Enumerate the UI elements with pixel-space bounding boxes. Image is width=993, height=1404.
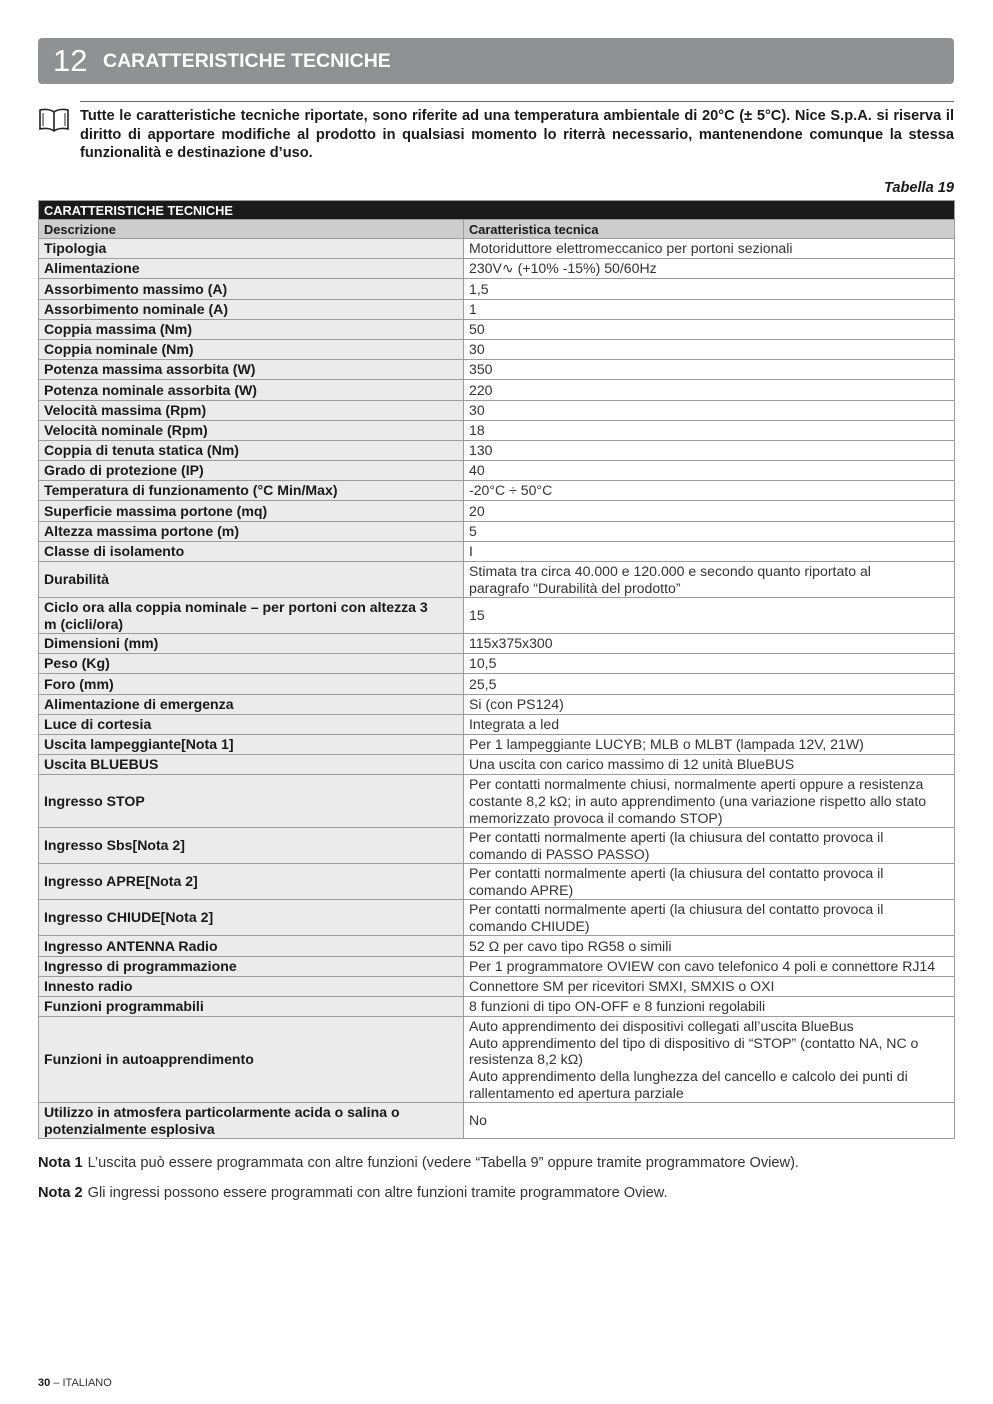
spec-label-line: Durabilità <box>44 571 109 588</box>
table-row <box>39 775 955 828</box>
spec-value-line: 10,5 <box>469 655 497 672</box>
spec-label-line: Uscita lampeggiante[Nota 1] <box>44 736 234 753</box>
spec-label <box>39 976 464 996</box>
footnote-tag: Nota 2 <box>38 1185 83 1201</box>
spec-label <box>39 775 464 828</box>
spec-label <box>39 420 464 440</box>
spec-value-line: Per contatti normalmente aperti (la chiusura del contatto provoca il <box>469 901 884 918</box>
table-row <box>39 420 955 440</box>
table-row <box>39 541 955 561</box>
spec-label <box>39 900 464 936</box>
spec-value-line: 15 <box>469 607 485 624</box>
spec-label-line: Uscita BLUEBUS <box>44 756 159 773</box>
spec-label-line: Assorbimento nominale (A) <box>44 300 229 317</box>
table-row <box>39 440 955 460</box>
spec-label <box>39 562 464 598</box>
spec-label <box>39 634 464 654</box>
spec-value <box>464 562 955 598</box>
table-row <box>39 380 955 400</box>
spec-label <box>39 714 464 734</box>
table-title: CARATTERISTICHE TECNICHE <box>39 201 955 220</box>
spec-value-line: costante 8,2 kΩ; in auto apprendimento (una variazione rispetto allo stato <box>469 792 927 809</box>
spec-value <box>464 461 955 481</box>
spec-value-line: 115x375x300 <box>469 635 553 652</box>
table-row <box>39 360 955 380</box>
table-body <box>39 239 955 1139</box>
spec-value <box>464 299 955 319</box>
spec-label <box>39 541 464 561</box>
table-row <box>39 936 955 956</box>
spec-label-line: Ingresso di programmazione <box>44 957 237 974</box>
spec-value <box>464 734 955 754</box>
spec-value-line: Integrata a led <box>469 715 560 732</box>
spec-value <box>464 319 955 339</box>
spec-value <box>464 481 955 501</box>
spec-label <box>39 598 464 634</box>
spec-value-line: Una uscita con carico massimo di 12 unità BlueBUS <box>469 756 795 773</box>
table-row <box>39 598 955 634</box>
table-row <box>39 694 955 714</box>
spec-label <box>39 521 464 541</box>
table-row <box>39 634 955 654</box>
spec-value-line: I <box>469 543 473 560</box>
column-header-value: Caratteristica tecnica <box>464 220 955 239</box>
spec-value-line: 8 funzioni di tipo ON-OFF e 8 funzioni regolabili <box>469 998 766 1015</box>
spec-value-line: 40 <box>469 462 485 479</box>
spec-label <box>39 956 464 976</box>
spec-value <box>464 996 955 1016</box>
table-row <box>39 239 955 259</box>
spec-value-line: Auto apprendimento dei dispositivi collegati all’uscita BlueBus <box>469 1017 854 1034</box>
table-row <box>39 1017 955 1103</box>
spec-value-line: comando CHIUDE) <box>469 917 590 934</box>
spec-label <box>39 674 464 694</box>
footnote-1 <box>38 1155 799 1171</box>
spec-label <box>39 239 464 259</box>
spec-label-line: Temperatura di funzionamento (°C Min/Max) <box>44 482 338 499</box>
spec-label <box>39 380 464 400</box>
spec-value-line: Si (con PS124) <box>469 695 564 712</box>
spec-label-line: Altezza massima portone (m) <box>44 522 240 539</box>
spec-label-line: Alimentazione <box>44 260 140 277</box>
spec-label-line: Coppia nominale (Nm) <box>44 341 194 358</box>
spec-value <box>464 956 955 976</box>
spec-label-line: Classe di isolamento <box>44 543 185 560</box>
spec-label-line: m (cicli/ora) <box>44 615 124 632</box>
spec-label-line: Foro (mm) <box>44 675 114 692</box>
table-row <box>39 259 955 279</box>
spec-value <box>464 1103 955 1139</box>
table-row <box>39 714 955 734</box>
table-row <box>39 996 955 1016</box>
footnote-tag: Nota 1 <box>38 1155 83 1171</box>
spec-value <box>464 440 955 460</box>
spec-label <box>39 734 464 754</box>
spec-label <box>39 755 464 775</box>
spec-value-line: comando di PASSO PASSO) <box>469 845 650 862</box>
table-row <box>39 461 955 481</box>
spec-label <box>39 279 464 299</box>
spec-value-line: Stimata tra circa 40.000 e 120.000 e secondo quanto riportato al <box>469 562 871 579</box>
spec-label-line: Ingresso Sbs[Nota 2] <box>44 837 185 854</box>
spec-label-line: Funzioni in autoapprendimento <box>44 1051 254 1068</box>
spec-label-line: Superficie massima portone (mq) <box>44 502 268 519</box>
spec-value-line: 25,5 <box>469 675 497 692</box>
spec-label <box>39 996 464 1016</box>
spec-label <box>39 864 464 900</box>
spec-value <box>464 239 955 259</box>
page-number: 30 <box>38 1377 51 1389</box>
table-row <box>39 674 955 694</box>
spec-label <box>39 1017 464 1103</box>
spec-label <box>39 319 464 339</box>
spec-value-line: 20 <box>469 502 485 519</box>
spec-value <box>464 420 955 440</box>
technical-specs-table <box>38 200 955 1139</box>
spec-label <box>39 694 464 714</box>
spec-value-line: 30 <box>469 401 485 418</box>
spec-value-line: resistenza 8,2 kΩ) <box>469 1051 583 1068</box>
section-title: CARATTERISTICHE TECNICHE <box>103 49 391 72</box>
spec-value <box>464 1017 955 1103</box>
spec-value <box>464 828 955 864</box>
spec-value <box>464 714 955 734</box>
footer-language: – ITALIANO <box>53 1377 112 1389</box>
spec-value <box>464 694 955 714</box>
spec-label-line: Velocità nominale (Rpm) <box>44 421 208 438</box>
footnote-text: Gli ingressi possono essere programmati con altre funzioni tramite programmatore Oview. <box>87 1185 668 1201</box>
spec-value <box>464 360 955 380</box>
table-row <box>39 755 955 775</box>
spec-value <box>464 634 955 654</box>
table-row <box>39 481 955 501</box>
spec-label-line: Peso (Kg) <box>44 655 110 672</box>
spec-value-line: 30 <box>469 341 485 358</box>
spec-value-line: Per 1 lampeggiante LUCYB; MLB o MLBT (lampada 12V, 21W) <box>469 736 864 753</box>
spec-value-line: 50 <box>469 320 485 337</box>
spec-value <box>464 976 955 996</box>
spec-label <box>39 501 464 521</box>
intro-text: Tutte le caratteristiche tecniche riportate, sono riferite ad una temperatura ambientale di 20°C (± 5°C). Nice S.p.A. si riserva il diritto di apportare modifiche al prodotto in qualsiasi momento lo riterrà necessario, mantenendone comunque la stessa funzionalità e destinazione d’uso. <box>80 108 954 161</box>
table-row <box>39 828 955 864</box>
footnote-2 <box>38 1185 668 1201</box>
spec-label <box>39 481 464 501</box>
spec-value <box>464 900 955 936</box>
spec-label-line: Ingresso ANTENNA Radio <box>44 937 218 954</box>
spec-value <box>464 400 955 420</box>
spec-label-line: Velocità massima (Rpm) <box>44 401 207 418</box>
table-row <box>39 339 955 359</box>
table-row <box>39 956 955 976</box>
spec-value-line: rallentamento ed apertura parziale <box>469 1084 684 1101</box>
table-row <box>39 521 955 541</box>
table-row <box>39 400 955 420</box>
spec-value <box>464 339 955 359</box>
spec-value-line: 52 Ω per cavo tipo RG58 o simili <box>469 937 672 954</box>
spec-value-line: Auto apprendimento della lunghezza del cancello e calcolo dei punti di <box>469 1067 908 1084</box>
spec-value-line: Per contatti normalmente aperti (la chiusura del contatto provoca il <box>469 829 884 846</box>
spec-label-line: Utilizzo in atmosfera particolarmente acida o salina o <box>44 1103 400 1120</box>
spec-label-line: Ingresso CHIUDE[Nota 2] <box>44 909 214 926</box>
spec-label-line: Funzioni programmabili <box>44 998 204 1015</box>
spec-value-line: 230V∿ (+10% -15%) 50/60Hz <box>469 260 657 277</box>
intro-divider <box>80 101 954 102</box>
table-row <box>39 976 955 996</box>
spec-value-line: memorizzato provoca il comando STOP) <box>469 809 723 826</box>
spec-value-line: 18 <box>469 421 485 438</box>
spec-label-line: Innesto radio <box>44 977 133 994</box>
spec-value-line: 5 <box>469 522 477 539</box>
spec-value-line: comando APRE) <box>469 881 574 898</box>
table-row <box>39 279 955 299</box>
spec-value-line: 1 <box>469 300 477 317</box>
spec-value <box>464 755 955 775</box>
spec-value-line: 350 <box>469 361 493 378</box>
spec-label-line: Potenza massima assorbita (W) <box>44 361 256 378</box>
table-row <box>39 562 955 598</box>
page-footer <box>38 1377 112 1389</box>
table-row <box>39 501 955 521</box>
spec-label-line: Dimensioni (mm) <box>44 635 159 652</box>
open-book-icon <box>38 107 70 133</box>
column-header-description: Descrizione <box>39 220 464 239</box>
spec-value-line: Auto apprendimento del tipo di dispositivo di “STOP” (contatto NA, NC o <box>469 1034 919 1051</box>
spec-value <box>464 864 955 900</box>
spec-value <box>464 654 955 674</box>
spec-label-line: Ingresso APRE[Nota 2] <box>44 873 198 890</box>
spec-label <box>39 299 464 319</box>
spec-value <box>464 541 955 561</box>
spec-value-line: -20°C ÷ 50°C <box>469 482 553 499</box>
spec-value-line: 130 <box>469 442 493 459</box>
spec-value-line: paragrafo “Durabilità del prodotto” <box>469 579 681 596</box>
spec-value <box>464 279 955 299</box>
spec-value-line: No <box>469 1112 488 1129</box>
spec-value <box>464 380 955 400</box>
table-row <box>39 734 955 754</box>
spec-value-line: Per contatti normalmente aperti (la chiusura del contatto provoca il <box>469 865 884 882</box>
spec-label-line: Potenza nominale assorbita (W) <box>44 381 258 398</box>
spec-value <box>464 674 955 694</box>
spec-value-line: Connettore SM per ricevitori SMXI, SMXIS o OXI <box>469 977 775 994</box>
spec-value-line: 220 <box>469 381 493 398</box>
spec-label-line: Alimentazione di emergenza <box>44 695 234 712</box>
spec-label-line: Tipologia <box>44 240 107 257</box>
spec-label-line: Assorbimento massimo (A) <box>44 280 228 297</box>
spec-label <box>39 654 464 674</box>
footnote-text: L’uscita può essere programmata con altre funzioni (vedere “Tabella 9” oppure tramite programmatore Oview). <box>87 1155 799 1171</box>
spec-value <box>464 521 955 541</box>
spec-value-line: Per 1 programmatore OVIEW con cavo telefonico 4 poli e connettore RJ14 <box>469 957 936 974</box>
table-row <box>39 299 955 319</box>
spec-value <box>464 259 955 279</box>
spec-label-line: Ingresso STOP <box>44 792 145 809</box>
section-header <box>38 38 954 84</box>
spec-label <box>39 440 464 460</box>
spec-label-line: potenzialmente esplosiva <box>44 1120 215 1137</box>
spec-label <box>39 828 464 864</box>
spec-label <box>39 259 464 279</box>
spec-label-line: Coppia massima (Nm) <box>44 320 193 337</box>
spec-value-line: 1,5 <box>469 280 489 297</box>
table-row <box>39 1103 955 1139</box>
spec-value-line: Motoriduttore elettromeccanico per portoni sezionali <box>469 240 793 257</box>
section-number: 12 <box>53 43 88 78</box>
table-row <box>39 319 955 339</box>
spec-value <box>464 775 955 828</box>
table-row <box>39 864 955 900</box>
spec-value <box>464 501 955 521</box>
table-caption: Tabella 19 <box>883 180 954 196</box>
table-row <box>39 654 955 674</box>
spec-label-line: Luce di cortesia <box>44 715 152 732</box>
table-row <box>39 900 955 936</box>
spec-label <box>39 339 464 359</box>
spec-label-line: Coppia di tenuta statica (Nm) <box>44 442 239 459</box>
spec-value-line: Per contatti normalmente chiusi, normalmente aperti oppure a resistenza <box>469 776 924 793</box>
spec-label-line: Grado di protezione (IP) <box>44 462 204 479</box>
spec-label <box>39 360 464 380</box>
spec-label <box>39 400 464 420</box>
spec-label-line: Ciclo ora alla coppia nominale – per portoni con altezza 3 <box>44 598 428 615</box>
spec-value <box>464 936 955 956</box>
spec-value <box>464 598 955 634</box>
spec-label <box>39 461 464 481</box>
spec-label <box>39 1103 464 1139</box>
spec-label <box>39 936 464 956</box>
